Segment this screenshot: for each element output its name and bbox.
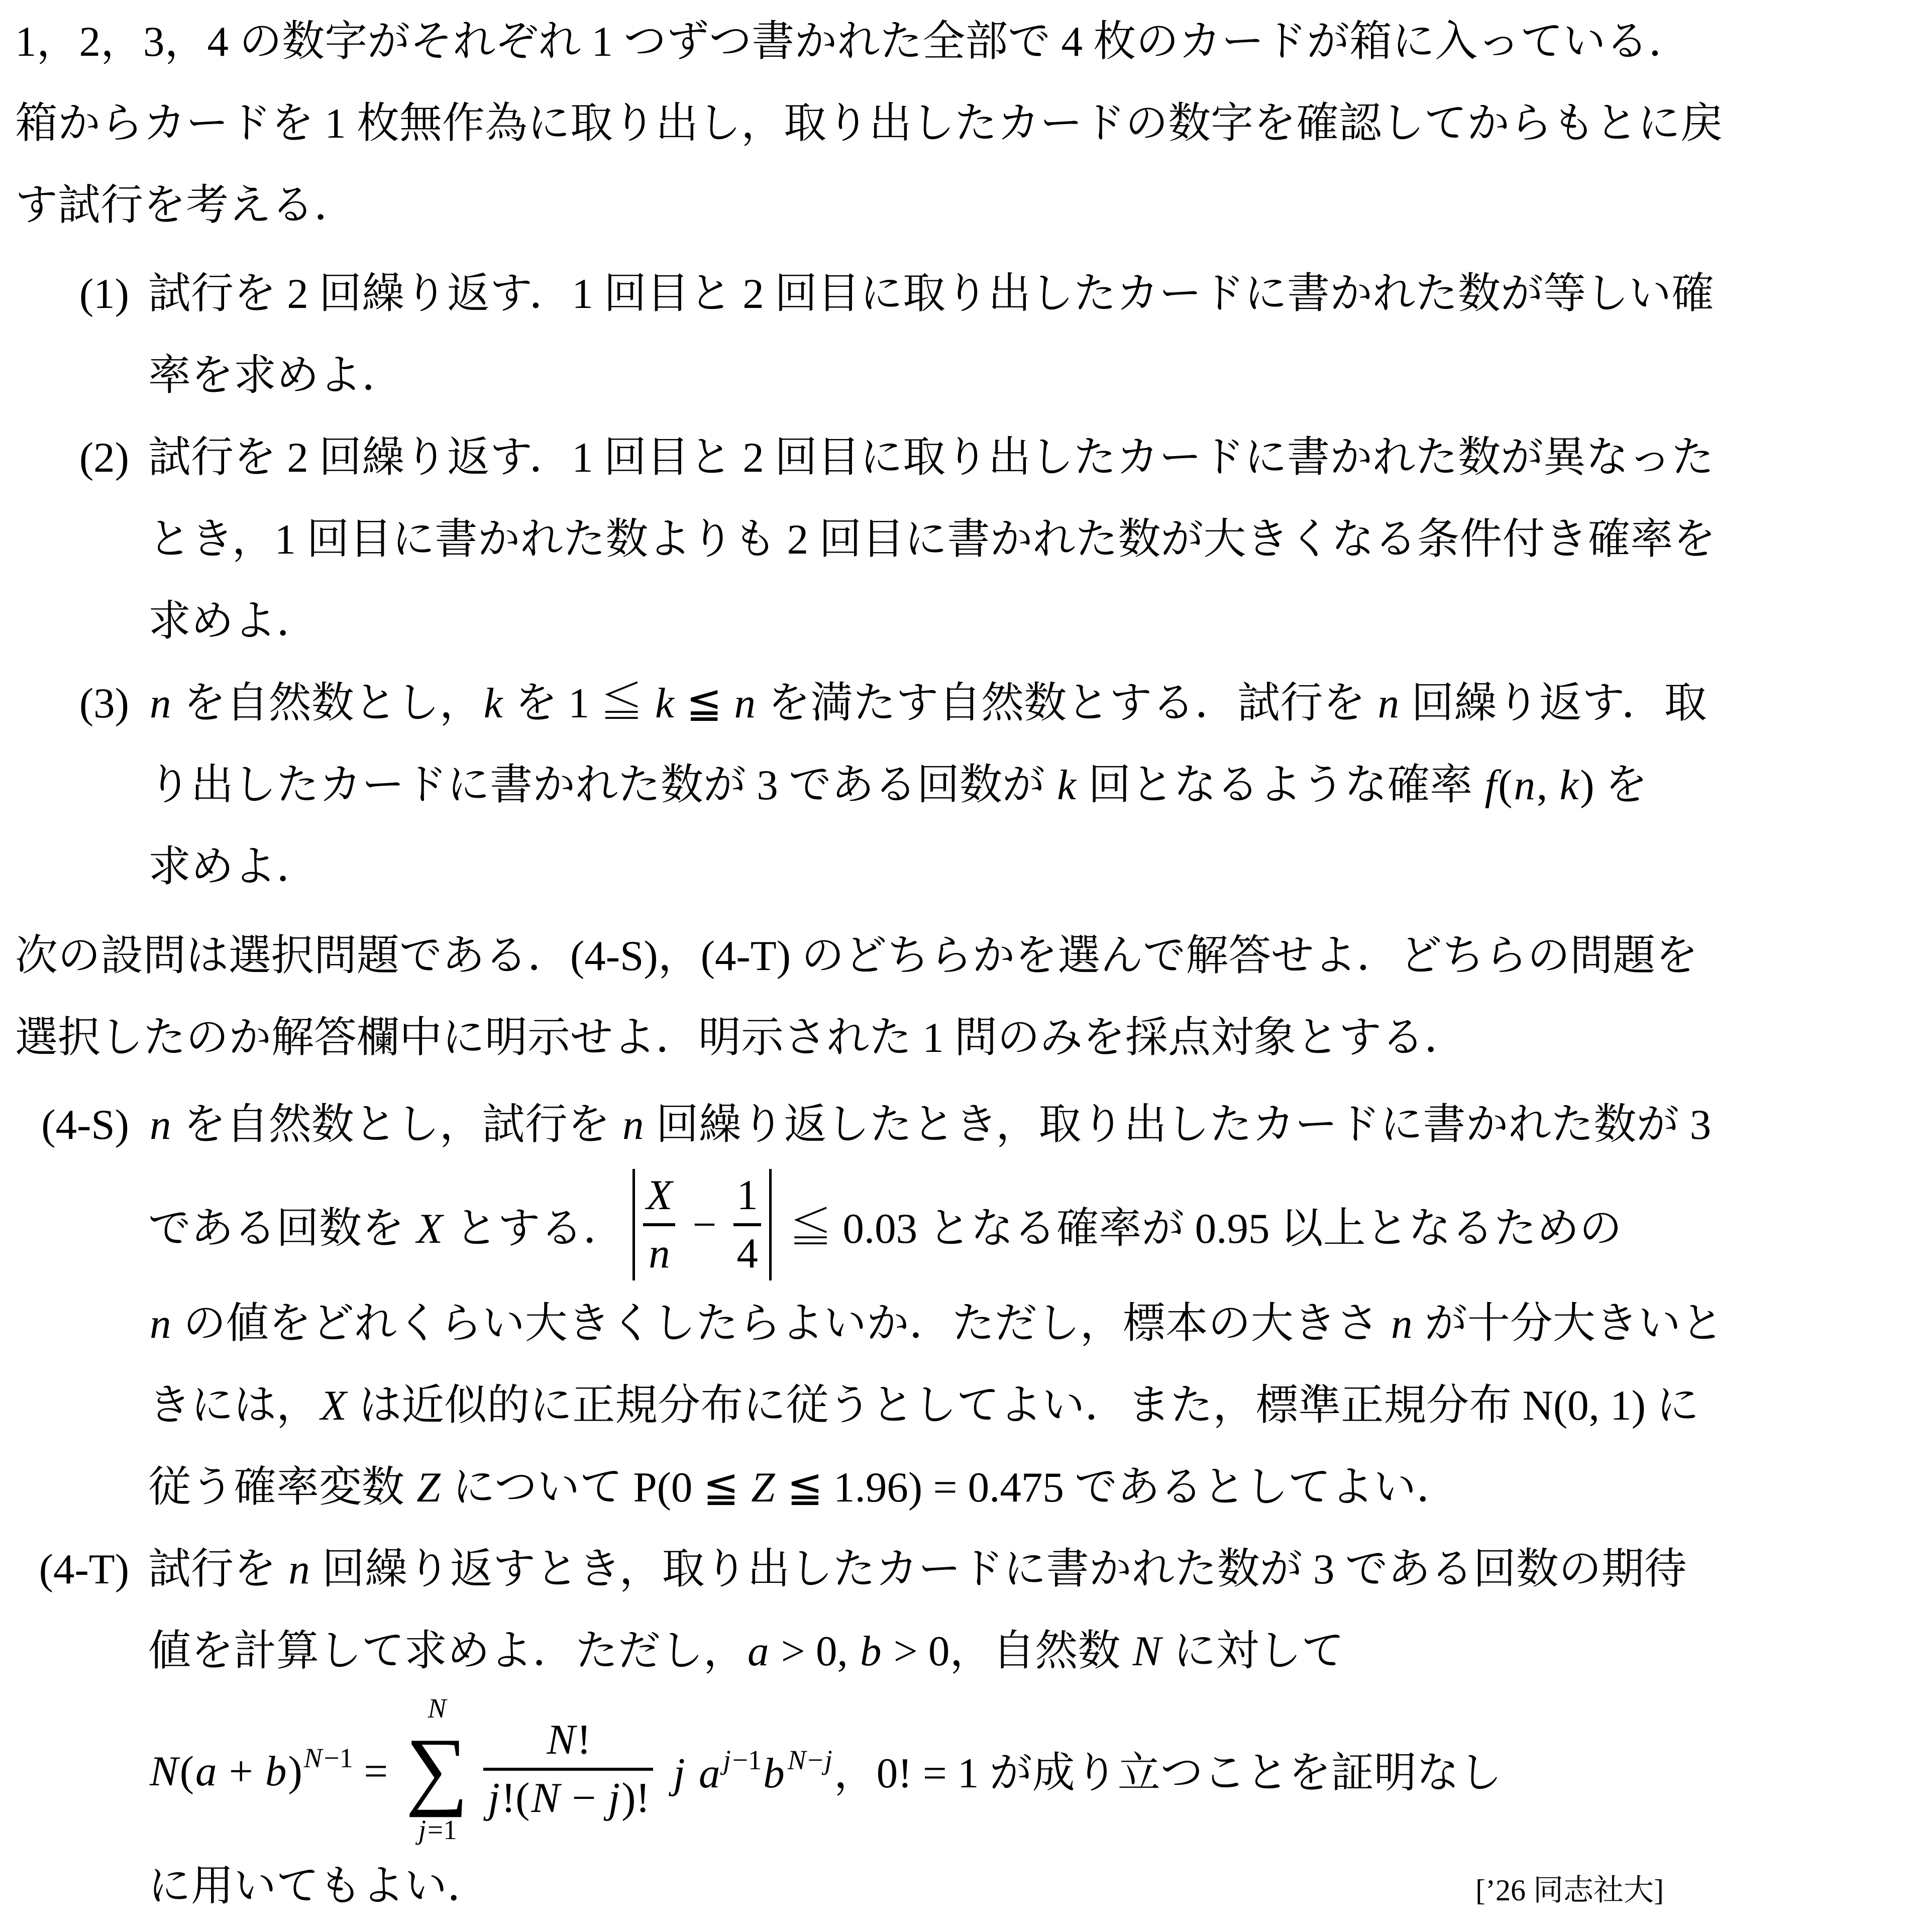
- abs-inequality-line: [148, 1166, 1895, 1283]
- problem-item-1: [15, 253, 1895, 417]
- item-4s-line-3: n の値をどれくらい大きくしたらよいか．ただし，標本の大きさ n が十分大きいと: [150, 1300, 1724, 1347]
- item-2-line-1: 試行を 2 回繰り返す．1 回目と 2 回目に取り出したカードに書かれた数が異なった: [148, 434, 1714, 481]
- item-3-line-2: り出したカードに書かれた数が 3 である回数が k 回となるような確率 f(n, k) を: [148, 762, 1648, 809]
- item-1-line-1: 試行を 2 回繰り返す．1 回目と 2 回目に取り出したカードに書かれた数が等しい確: [148, 270, 1714, 317]
- problem-item-4t: [15, 1529, 1895, 1931]
- item-2-line-3: 求めよ．: [148, 598, 320, 645]
- item-4s-line-5: 従う確率変数 Z について P(0 ≦ Z ≦ 1.96) = 0.475 であるとしてよい．: [148, 1464, 1459, 1511]
- item-4t-body: [148, 1529, 1895, 1931]
- selection-note-line-1: 次の設問は選択問題である．(4-S)，(4-T) のどちらかを選んで解答せよ．どちらの問題を: [15, 932, 1699, 980]
- exponent-b: N−j: [787, 1744, 832, 1775]
- item-2-line-2: とき，1 回目に書かれた数よりも 2 回目に書かれた数が大きくなる条件付き確率を: [148, 516, 1716, 563]
- fraction-1-over-4: [733, 1173, 761, 1276]
- formula-tail-text: ，0! = 1 が成り立つことを証明なし: [833, 1749, 1502, 1797]
- item-2-label: (2): [79, 434, 129, 481]
- closing-text: に用いてもよい．: [148, 1863, 490, 1910]
- absolute-value-expression: [632, 1169, 771, 1280]
- item-4s-line-4: きには，X は近似的に正規分布に従うとしてよい．また，標準正規分布 N(0, 1) に: [148, 1382, 1700, 1429]
- sigma-icon: ∑: [405, 1720, 469, 1818]
- fraction-numerator: N!: [547, 1716, 591, 1764]
- term-b: b: [763, 1749, 785, 1797]
- item-3-label: (3): [79, 680, 129, 727]
- abs-bar-left: [632, 1169, 635, 1280]
- binomial-identity-formula: [148, 1692, 1895, 1846]
- item-1-line-2: 率を求めよ．: [148, 352, 405, 399]
- fraction-numerator: X: [646, 1171, 673, 1219]
- item-4t-label: (4-T): [39, 1546, 129, 1593]
- fraction-n-factorial: [483, 1718, 653, 1820]
- problem-item-4s: [15, 1084, 1895, 1529]
- item-3-line-3: 求めよ．: [148, 843, 320, 891]
- item-2-body: [148, 417, 1895, 663]
- abs-line-pre-text: である回数を X とする．: [148, 1205, 626, 1252]
- fraction-numerator: 1: [736, 1171, 758, 1219]
- formula-lhs-base: N(a + b): [150, 1748, 302, 1795]
- selection-note-line-2: 選択したのか解答欄中に明示せよ．明示された 1 問のみを採点対象とする．: [15, 1014, 1467, 1061]
- formula-lhs-exponent: N−1: [303, 1743, 353, 1773]
- intro-line-1: 1，2，3，4 の数字がそれぞれ 1 つずつ書かれた全部で 4 枚のカードが箱に入っている．: [15, 18, 1691, 65]
- fraction-bar: [483, 1768, 653, 1771]
- item-4s-line-1: n を自然数とし，試行を n 回繰り返したとき，取り出したカードに書かれた数が 3: [150, 1101, 1712, 1148]
- item-1-body: [148, 253, 1895, 417]
- summation-lower-limit: j=1: [418, 1814, 457, 1845]
- item-4s-body: [148, 1084, 1895, 1529]
- item-4t-line-2: 値を計算して求めよ．ただし，a > 0, b > 0，自然数 N に対して: [148, 1628, 1344, 1675]
- source-attribution: [’26 同志社大]: [1475, 1874, 1664, 1907]
- abs-bar-right: [769, 1169, 772, 1280]
- formula-lhs: [148, 1742, 398, 1796]
- intro-line-2: 箱からカードを 1 枚無作為に取り出し，取り出したカードの数字を確認してからもとに戻: [15, 100, 1724, 147]
- abs-line-post-text: ≦ 0.03 となる確率が 0.95 以上となるための: [778, 1205, 1622, 1252]
- closing-line: [148, 1846, 1895, 1931]
- minus-operator: −: [692, 1201, 717, 1248]
- selection-note: [15, 915, 1895, 1079]
- item-3-body: [148, 663, 1895, 908]
- item-4t-line-1: 試行を n 回繰り返すとき，取り出したカードに書かれた数が 3 である回数の期待: [148, 1546, 1687, 1593]
- equals-sign: =: [353, 1748, 399, 1795]
- intro-line-3: す試行を考える．: [15, 182, 357, 229]
- fraction-denominator: 4: [736, 1229, 758, 1277]
- term-j-a: j a: [673, 1749, 720, 1797]
- item-1-label: (1): [79, 270, 129, 317]
- item-3-line-1: n を自然数とし，k を 1 ≦ k ≦ n を満たす自然数とする．試行を n 回繰り返す．取: [150, 680, 1707, 727]
- fraction-denominator: j!(N − j)!: [488, 1774, 650, 1821]
- problem-item-3: [15, 663, 1895, 908]
- summation-upper-limit: N: [428, 1693, 447, 1724]
- fraction-x-over-n: [643, 1173, 675, 1276]
- fraction-bar: [643, 1223, 675, 1226]
- fraction-denominator: n: [649, 1229, 670, 1277]
- formula-rhs-terms: [661, 1739, 1502, 1800]
- summation: [405, 1692, 468, 1846]
- fraction-bar: [733, 1223, 761, 1226]
- exponent-a: j−1: [723, 1744, 762, 1775]
- intro-paragraph: [15, 1, 1895, 247]
- problem-item-2: [15, 417, 1895, 663]
- item-4s-label: (4-S): [41, 1101, 129, 1148]
